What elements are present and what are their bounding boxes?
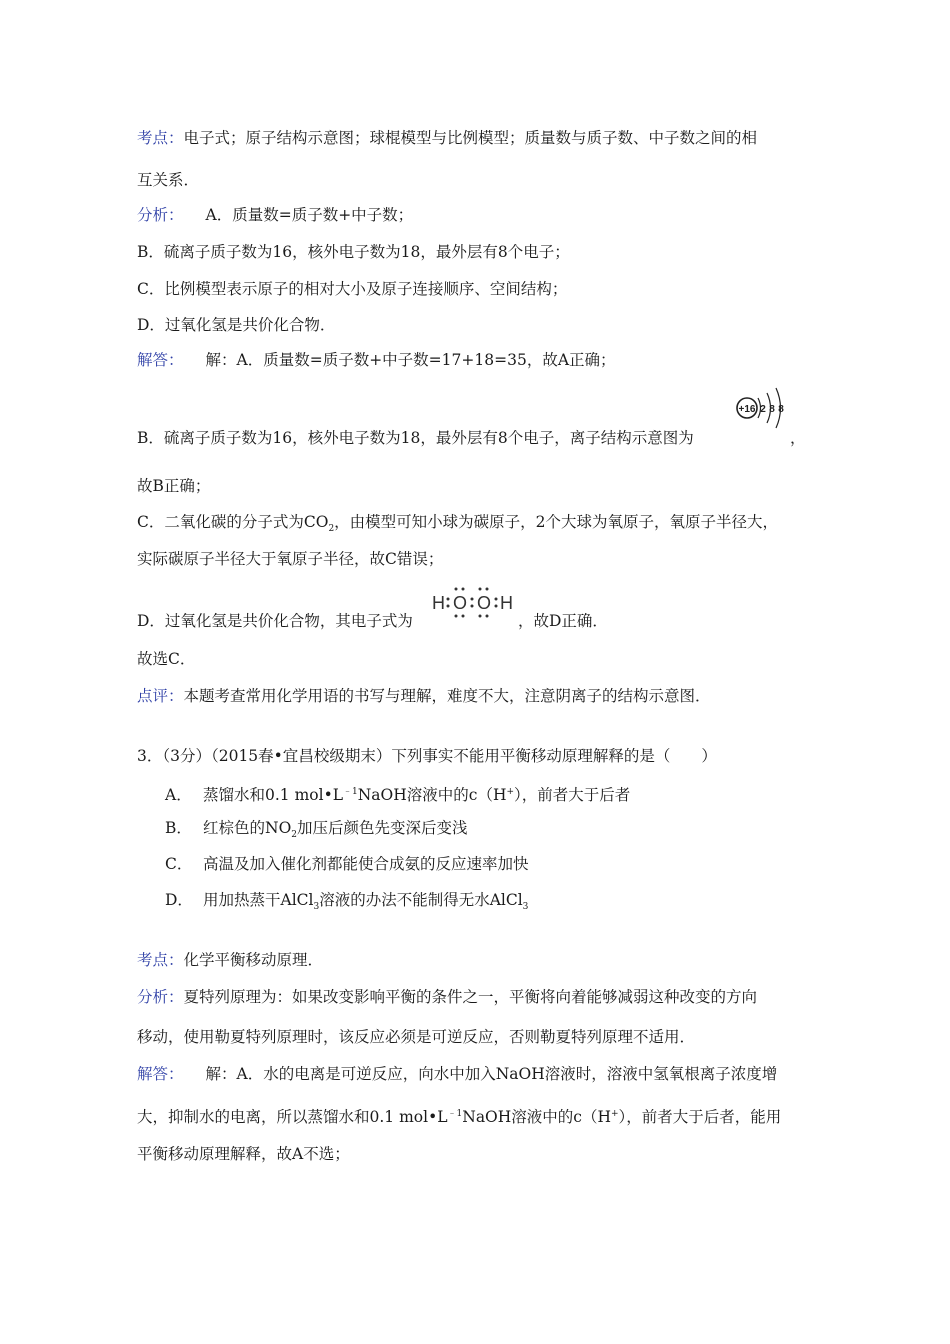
option-b-sub: 2: [291, 830, 298, 841]
option-a-post: ），前者大于后者: [514, 786, 631, 805]
kaodian-cont: 互关系．: [137, 171, 200, 189]
fenxi-c: C．比例模型表示原子的相对大小及原子连接顺序、空间结构；: [137, 280, 568, 298]
fenxi2-cont: 移动，使用勒夏特列原理时，该反应必须是可逆反应，否则勒夏特列原理不适用．: [137, 1028, 696, 1046]
fenxi-d: D．过氧化氢是共价化合物．: [137, 316, 336, 334]
jieda2-label: 解答：: [137, 1065, 184, 1083]
dianping-line: [137, 686, 711, 706]
option-b-pre: 红棕色的NO: [203, 819, 292, 837]
ion-nucleus-charge: +16: [738, 404, 756, 415]
jieda-d-post: ，故D正确．: [518, 612, 608, 630]
fenxi2-text: 夏特列原理为：如果改变影响平衡的条件之一，平衡将向着能够减弱这种改变的方向: [183, 988, 758, 1006]
option-a-sup: ﹣1: [343, 787, 358, 797]
formula-atom-h2: H: [500, 593, 513, 613]
kaodian-text: 电子式；原子结构示意图；球棍模型与比例模型；质量数与质子数、中子数之间的相: [183, 129, 758, 147]
question3-stem: 3．（3分）（2015春•宜昌校级期末）下列事实不能用平衡移动原理解释的是（ ）: [137, 747, 717, 765]
ion-shell-3: 8: [778, 404, 784, 415]
jieda2-l2-post: ），前者大于后者，能用: [618, 1108, 782, 1127]
jieda2-line2: [137, 1104, 781, 1127]
ion-shell-2: 8: [769, 404, 775, 415]
kaodian2-label: 考点：: [137, 951, 184, 969]
h2o2-electron-formula: [428, 584, 516, 620]
jieda-c-sub: 2: [328, 524, 335, 535]
jieda2-l2-sup: ﹣1: [447, 1109, 463, 1119]
option-b-post: 加压后颜色先变深后变浅: [297, 819, 468, 837]
option-d-sub2: 3: [522, 902, 529, 913]
option-d: [165, 890, 528, 917]
jieda-c: [137, 512, 778, 539]
option-a: [165, 782, 630, 805]
option-a-sup2: +: [506, 787, 515, 797]
kaodian-line: [137, 128, 757, 148]
option-b: [165, 818, 468, 845]
guxuan: 故选C．: [137, 650, 196, 668]
jieda-b-end: ，: [790, 429, 806, 447]
option-c-text: 高温及加入催化剂都能使合成氨的反应速率加快: [203, 855, 529, 873]
option-a-key: A．: [165, 786, 192, 805]
fenxi2-line: [137, 987, 757, 1007]
kaodian2-text: 化学平衡移动原理．: [183, 951, 324, 969]
jieda2-l2-sup2: +: [610, 1109, 619, 1119]
formula-atom-h1: H: [432, 593, 445, 613]
formula-atom-o2: O: [477, 593, 492, 613]
sulfide-ion-structure-diagram: [734, 380, 790, 436]
jieda2-l2-mid: NaOH溶液中的c（H: [462, 1108, 611, 1127]
jieda-b-text: B．硫离子质子数为16，核外电子数为18，最外层有8个电子，离子结构示意图为: [137, 429, 694, 447]
fenxi-line: [137, 205, 413, 225]
option-d-pre: 用加热蒸干AlCl: [203, 891, 314, 909]
option-a-mid: NaOH溶液中的c（H: [357, 786, 507, 805]
option-d-sub: 3: [313, 902, 320, 913]
jieda-c-post: ，由模型可知小球为碳原子，2个大球为氧原子，氧原子半径大，: [334, 513, 779, 531]
option-b-key: B．: [165, 819, 192, 837]
option-d-mid: 溶液的办法不能制得无水AlCl: [319, 891, 523, 909]
dianping-text: 本题考查常用化学用语的书写与理解，难度不大，注意阴离子的结构示意图．: [183, 687, 711, 705]
jieda-d-pre: D．过氧化氢是共价化合物，其电子式为: [137, 612, 413, 630]
option-c-key: C．: [165, 855, 193, 873]
jieda-a: 解：A．质量数=质子数+中子数=17+18=35，故A正确；: [205, 351, 616, 369]
jieda-label: 解答：: [137, 351, 184, 369]
ion-shell-1: 2: [760, 404, 766, 415]
kaodian2-line: [137, 950, 323, 970]
jieda-d: [137, 611, 413, 631]
formula-atom-o1: O: [453, 593, 468, 613]
jieda2-line3: 平衡移动原理解释，故A不选；: [137, 1145, 350, 1163]
jieda2-text: 解：A．水的电离是可逆反应，向水中加入NaOH溶液时，溶液中氢氧根离子浓度增: [205, 1065, 778, 1083]
fenxi-text: A．质量数=质子数+中子数；: [205, 206, 414, 224]
jieda2-l2-pre: 大，抑制水的电离，所以蒸馏水和0.1 mol•L: [137, 1108, 448, 1127]
jieda-b: [137, 428, 694, 448]
fenxi-label: 分析：: [137, 206, 184, 224]
option-d-key: D．: [165, 891, 193, 909]
jieda-line: [137, 350, 616, 370]
jieda-c-pre: C．二氧化碳的分子式为CO: [137, 513, 329, 531]
dianping-label: 点评：: [137, 687, 184, 705]
option-c: [165, 854, 529, 874]
jieda-b2: 故B正确；: [137, 477, 211, 495]
jieda2-line: [137, 1064, 777, 1084]
fenxi2-label: 分析：: [137, 988, 184, 1006]
jieda-c2: 实际碳原子半径大于氧原子半径，故C错误；: [137, 550, 444, 568]
kaodian-label: 考点：: [137, 129, 184, 147]
fenxi-b: B．硫离子质子数为16，核外电子数为18，最外层有8个电子；: [137, 243, 570, 261]
option-a-pre: 蒸馏水和0.1 mol•L: [203, 786, 343, 805]
